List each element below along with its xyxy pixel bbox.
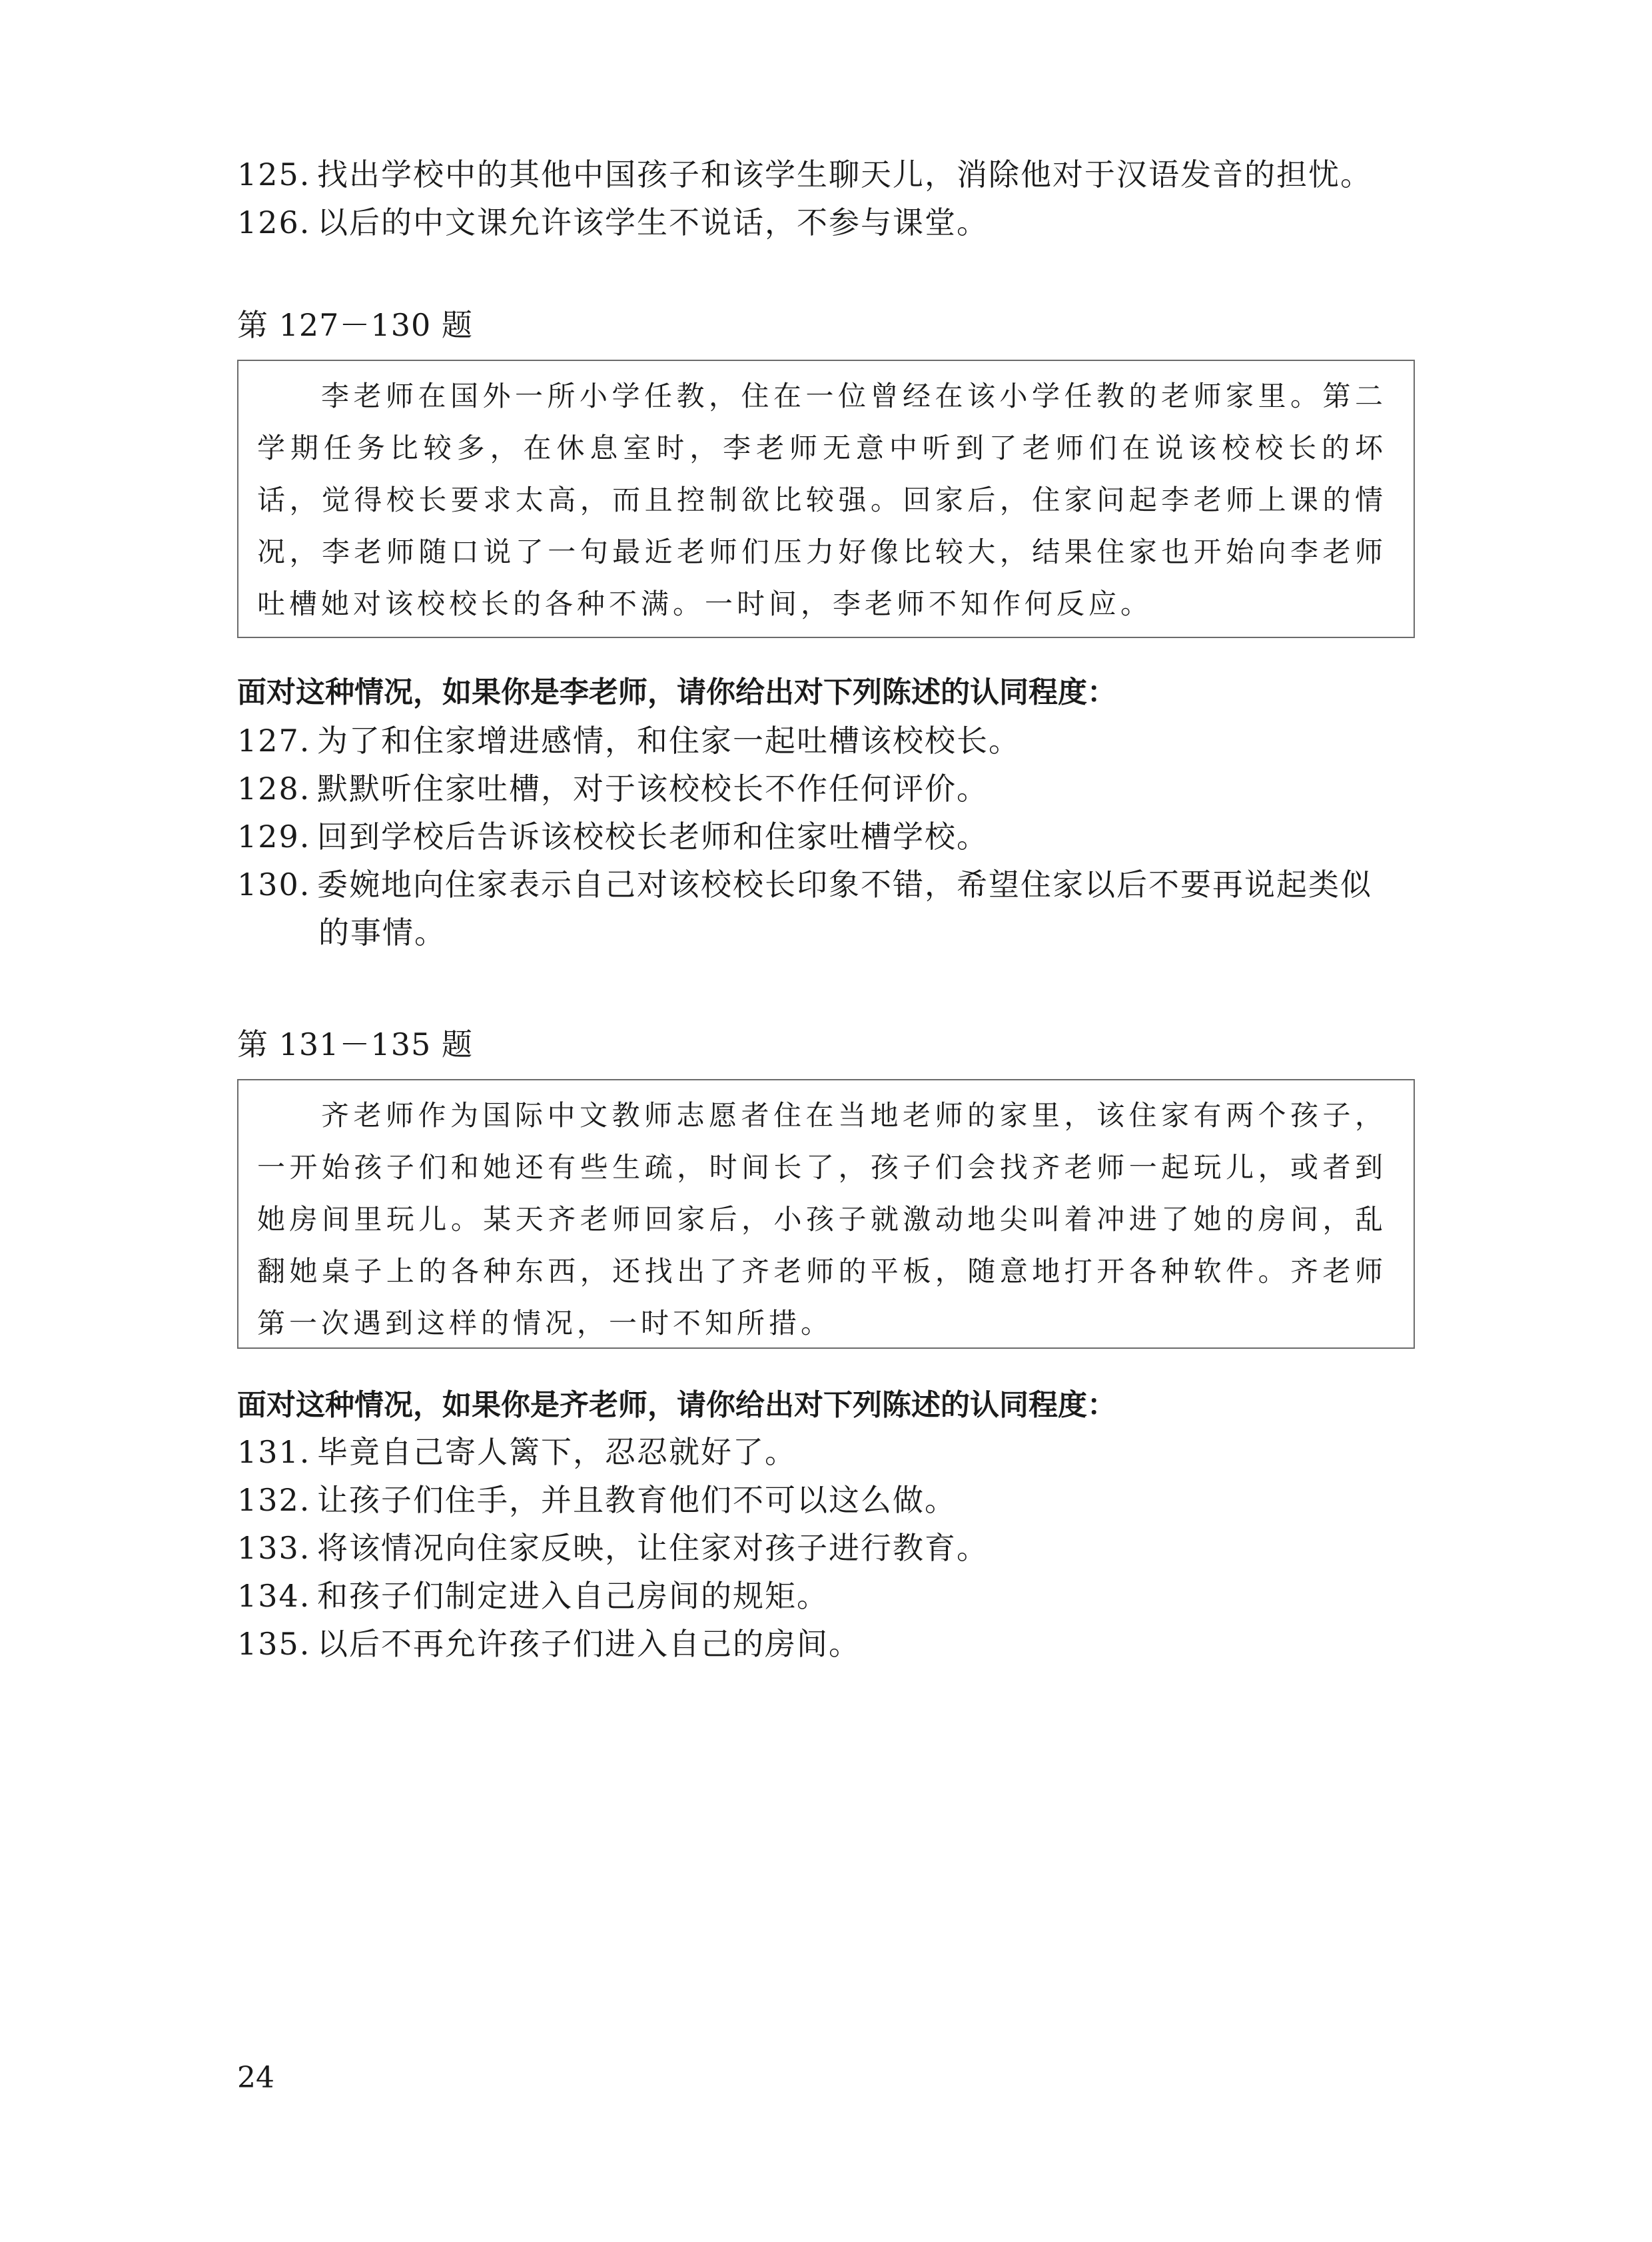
- question-text: 将该情况向住家反映，让住家对孩子进行教育。: [317, 1530, 989, 1566]
- section-title-131-135: 第 131－135 题: [237, 1026, 473, 1062]
- question-number: 126.: [237, 204, 311, 240]
- passage-text: 李老师在国外一所小学任教，住在一位曾经在该小学任教的老师家里。第二学期任务比较多，在休息室时，李老师无意中听到了老师们在说该校校长的坏话，觉得校长要求太高，而且控制欲比较强。回家后，住家问起李老师上课的情况，李老师随口说了一句最近老师们压力好像比较大，结果住家也开始向李老师吐槽她对该校校长的各种不满。一时间，李老师不知作何反应。: [257, 380, 1387, 620]
- question-number: 135.: [237, 1626, 311, 1662]
- question-number: 131.: [237, 1434, 311, 1470]
- question-127: [237, 721, 1423, 761]
- question-132: [237, 1480, 1423, 1520]
- question-text: 找出学校中的其他中国孩子和该学生聊天儿，消除他对于汉语发音的担忧。: [317, 157, 1372, 192]
- instruction-prompt-127-130: 面对这种情况，如果你是李老师，请你给出对下列陈述的认同程度：: [237, 675, 1116, 709]
- passage-box-127-130: [237, 360, 1415, 638]
- question-text: 以后的中文课允许该学生不说话，不参与课堂。: [317, 204, 989, 240]
- question-text: 默默听住家吐槽，对于该校校长不作任何评价。: [317, 771, 989, 807]
- question-number: 134.: [237, 1578, 311, 1614]
- question-text: 以后不再允许孩子们进入自己的房间。: [317, 1626, 861, 1662]
- question-number: 129.: [237, 819, 311, 855]
- question-number: 127.: [237, 723, 311, 759]
- question-number: 125.: [237, 157, 311, 192]
- question-number: 130.: [237, 867, 311, 903]
- question-130: [237, 865, 1423, 952]
- question-129: [237, 817, 1423, 857]
- question-126: [237, 202, 1423, 242]
- question-text: 为了和住家增进感情，和住家一起吐槽该校校长。: [317, 723, 1021, 759]
- section-title-127-130: 第 127－130 题: [237, 307, 473, 343]
- question-text: 和孩子们制定进入自己房间的规矩。: [317, 1578, 829, 1614]
- passage-text: 齐老师作为国际中文教师志愿者住在当地老师的家里，该住家有两个孩子，一开始孩子们和她还有些生疏，时间长了，孩子们会找齐老师一起玩儿，或者到她房间里玩儿。某天齐老师回家后，小孩子就激动地尖叫着冲进了她的房间，乱翻她桌子上的各种东西，还找出了齐老师的平板，随意地打开各种软件。齐老师第一次遇到这样的情况，一时不知所措。: [257, 1099, 1387, 1339]
- question-number: 128.: [237, 771, 311, 807]
- question-134: [237, 1576, 1423, 1616]
- instruction-prompt-131-135: 面对这种情况，如果你是齐老师，请你给出对下列陈述的认同程度：: [237, 1388, 1116, 1422]
- question-135: [237, 1624, 1423, 1664]
- question-text-continued: 的事情。: [318, 915, 446, 950]
- question-133: [237, 1528, 1423, 1568]
- question-text: 委婉地向住家表示自己对该校校长印象不错，希望住家以后不要再说起类似: [317, 867, 1372, 903]
- question-number: 133.: [237, 1530, 311, 1566]
- question-125: [237, 155, 1423, 194]
- question-number: 132.: [237, 1482, 311, 1518]
- page-number: 24: [237, 2061, 274, 2095]
- question-text: 回到学校后告诉该校校长老师和住家吐槽学校。: [317, 819, 989, 855]
- question-128: [237, 769, 1423, 809]
- passage-box-131-135: [237, 1079, 1415, 1349]
- question-text: 毕竟自己寄人篱下，忍忍就好了。: [317, 1434, 797, 1470]
- question-text: 让孩子们住手，并且教育他们不可以这么做。: [317, 1482, 957, 1518]
- question-131: [237, 1432, 1423, 1472]
